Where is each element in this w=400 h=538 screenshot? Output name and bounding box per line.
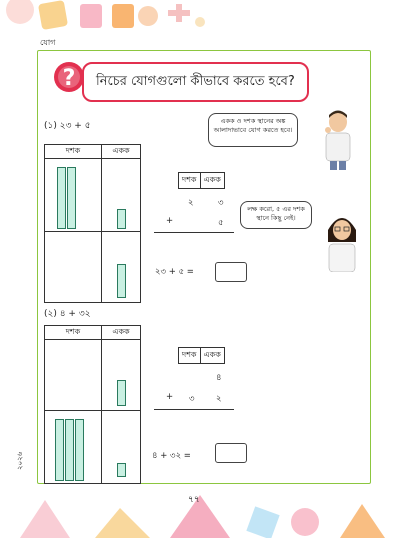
grid-header-ones: একক bbox=[102, 145, 141, 159]
tens-rod bbox=[55, 419, 64, 481]
place-header-2 bbox=[178, 347, 225, 364]
footer-decoration bbox=[0, 490, 400, 538]
speech-bubble-1: একক ও দশক স্থানের অঙ্ক আলাদাভাবে যোগ করতে হবে। bbox=[208, 113, 298, 147]
grid-header-tens: দশক bbox=[45, 145, 102, 159]
equation-1: ২৩ + ৫ = bbox=[155, 267, 194, 277]
place-value-grid-1 bbox=[44, 144, 141, 303]
tens-rod bbox=[67, 167, 76, 229]
girl-character bbox=[320, 210, 364, 272]
ones-blocks bbox=[117, 209, 126, 229]
answer-box-2[interactable] bbox=[215, 443, 247, 463]
place-header-ones: একক bbox=[200, 173, 224, 189]
grid-cell-ones-upper bbox=[102, 159, 141, 232]
grid-cell-ones-lower bbox=[102, 232, 141, 303]
svg-text:?: ? bbox=[62, 66, 76, 91]
digit-ones: ৪ bbox=[216, 373, 222, 383]
page-title: নিচের যোগগুলো কীভাবে করতে হবে? bbox=[96, 74, 295, 89]
grid-cell-tens-upper bbox=[45, 159, 102, 232]
grid-cell-tens-upper bbox=[45, 340, 102, 411]
place-header-1 bbox=[178, 172, 225, 189]
digit-ones: ৩ bbox=[218, 198, 224, 208]
header-decoration bbox=[0, 0, 400, 36]
question-mark-icon bbox=[52, 60, 86, 94]
tens-rod bbox=[75, 419, 84, 481]
ones-blocks bbox=[117, 380, 126, 406]
boy-character bbox=[316, 108, 360, 170]
place-header-ones: একক bbox=[200, 348, 224, 364]
sum-line bbox=[154, 232, 234, 233]
tens-rod bbox=[65, 419, 74, 481]
grid-cell-ones-upper bbox=[102, 340, 141, 411]
problem-2-label: (২) ৪ + ৩২ bbox=[44, 309, 91, 319]
equation-2: ৪ + ৩২ = bbox=[152, 451, 191, 461]
ones-blocks bbox=[117, 264, 126, 298]
chapter-label: যোগ bbox=[40, 38, 56, 47]
plus-sign: + bbox=[166, 216, 174, 226]
digit-ones: ২ bbox=[216, 394, 222, 404]
grid-cell-ones-lower bbox=[102, 411, 141, 484]
grid-header-tens: দশক bbox=[45, 326, 102, 340]
digit-tens: ৩ bbox=[189, 394, 195, 404]
grid-cell-tens-lower bbox=[45, 411, 102, 484]
digit-ones: ৫ bbox=[218, 218, 224, 228]
problem-1-label: (১) ২৩ + ৫ bbox=[44, 121, 91, 131]
place-value-grid-2 bbox=[44, 325, 141, 484]
page-number: ৭৭ bbox=[188, 495, 200, 505]
speech-bubble-2: লক্ষ করো, ৫ এর দশক স্থানে কিছু নেই। bbox=[240, 201, 312, 229]
answer-box-1[interactable] bbox=[215, 262, 247, 282]
grid-cell-tens-lower bbox=[45, 232, 102, 303]
grid-header-ones: একক bbox=[102, 326, 141, 340]
place-header-tens: দশক bbox=[179, 173, 201, 189]
plus-sign: + bbox=[166, 392, 174, 402]
ones-blocks bbox=[117, 463, 126, 477]
place-header-tens: দশক bbox=[179, 348, 201, 364]
side-page-label: ২০২৬ bbox=[16, 451, 24, 470]
sum-line bbox=[154, 409, 234, 410]
tens-rod bbox=[57, 167, 66, 229]
digit-tens: ২ bbox=[188, 198, 194, 208]
